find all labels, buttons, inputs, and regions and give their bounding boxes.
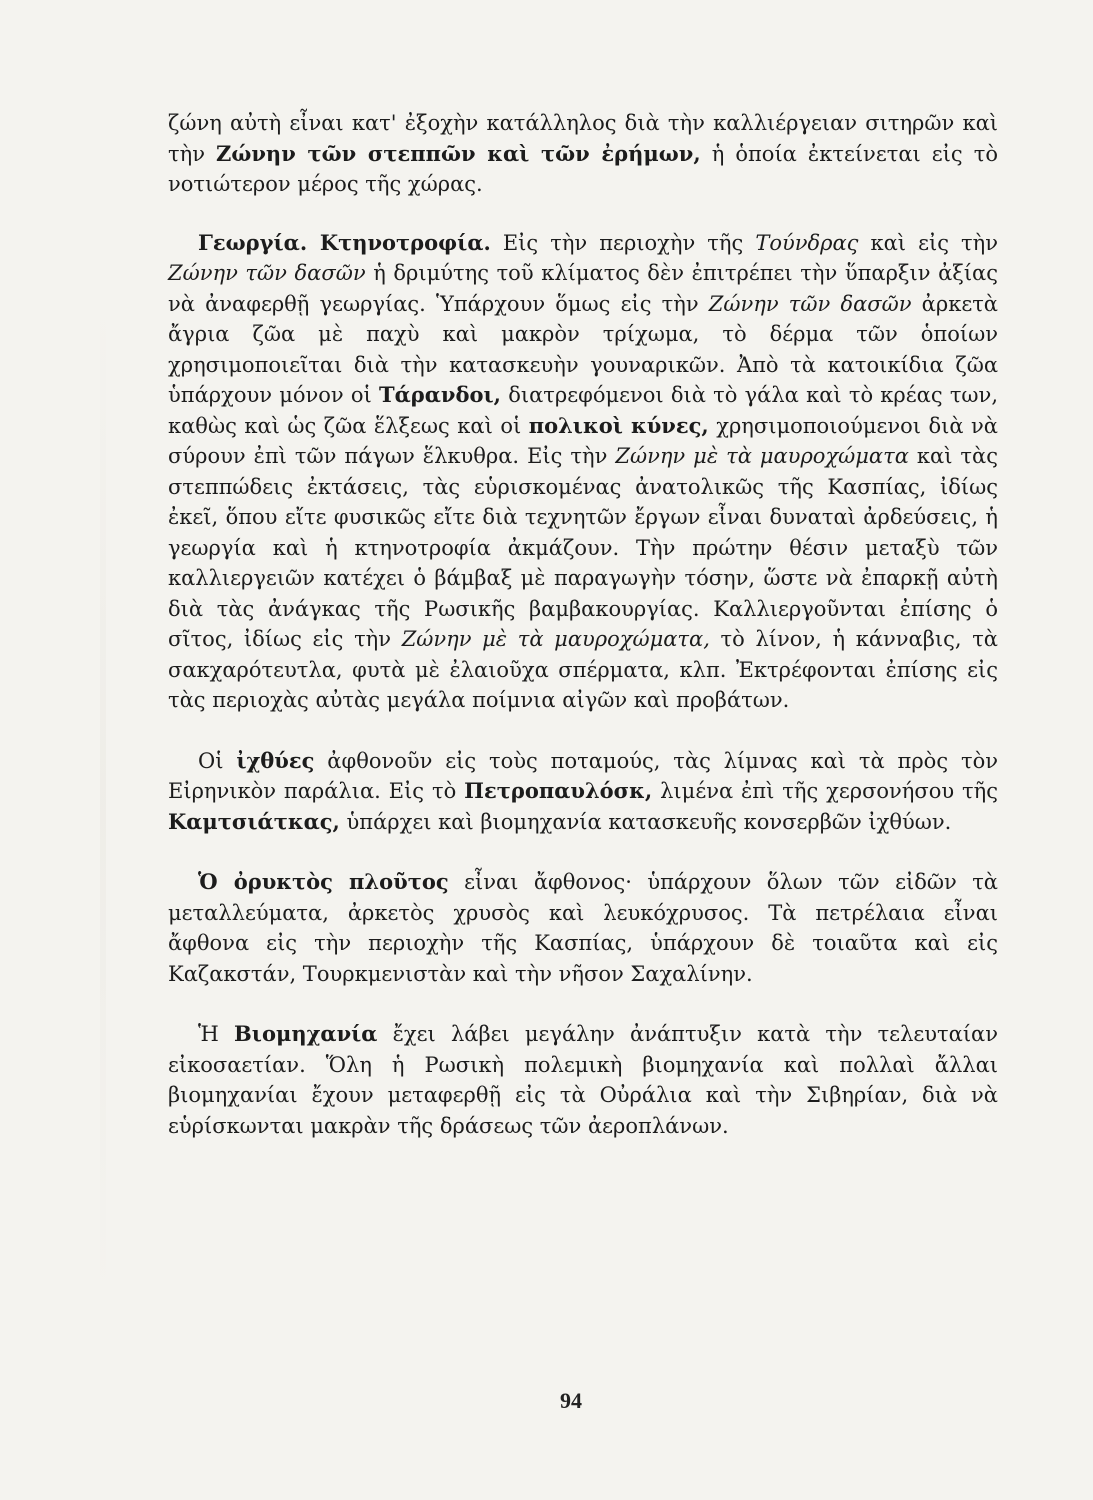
term-fish: ἰχθύες — [236, 747, 315, 773]
term-kamchatka: Καμτσιάτκας, — [168, 808, 340, 834]
body-text — [168, 108, 998, 1141]
term-mineral-wealth: Ὁ ὀρυκτὸς πλοῦτος — [198, 869, 449, 894]
term-polar-dogs: πολικοὶ κύνες, — [528, 412, 709, 438]
term-petropavlovsk: Πετροπαυλόσκ, — [464, 778, 653, 803]
paragraph-agriculture: Γεωργία. Κτηνοτροφία. Εἰς τὴν περιοχὴν τῆς Τούνδρας καὶ εἰς τὴν Ζώνην τῶν δασῶν ἡ δριμύτης τοῦ κλίματος δὲν ἐπιτρέπει τὴν ὕπαρξιν ἀξίας νὰ ἀναφερθῇ γεωργίας. Ὑπάρχουν ὅμως εἰς τὴν Ζώνην τῶν δασῶν ἀρκετὰ ἄγρια ζῶα μὲ παχὺ καὶ μακρὸν τρίχωμα, τὸ δέρμα τῶν ὁποίων χρησιμοποιεῖται διὰ τὴν κατασκευὴν γουναρικῶν. Ἀπὸ τὰ κατοικίδια ζῶα ὑπάρχουν μόνον οἱ Τάρανδοι, διατρεφόμενοι διὰ τὸ γάλα καὶ τὸ κρέας των, καθὼς καὶ ὡς ζῶα ἕλξεως καὶ οἱ πολικοὶ κύνες, χρησιμοποιούμενοι διὰ νὰ σύρουν ἐπὶ τῶν πάγων ἕλκυθρα. Εἰς τὴν Ζώνην μὲ τὰ μαυροχώματα καὶ τὰς στεππώδεις ἐκτάσεις, τὰς εὑρισκομένας ἀνατολικῶς τῆς Κασπίας, ἰδίως ἐκεῖ, ὅπου εἴτε φυσικῶς εἴτε διὰ τεχνητῶν ἔργων εἶναι δυναταὶ ἀρδεύσεις, ἡ γεωργία καὶ ἡ κτηνοτροφία ἀκμάζουν. Τὴν πρώτην θέσιν μεταξὺ τῶν καλλιεργειῶν κατέχει ὁ βάμβαξ μὲ παραγωγὴν τόσην, ὥστε νὰ ἐπαρκῇ αὐτὴ διὰ τὰς ἀνάγκας τῆς Ρωσικῆς βαμβακουργίας. Καλλιεργοῦνται ἐπίσης ὁ σῖτος, ἰδίως εἰς τὴν Ζώνην μὲ τὰ μαυροχώματα, τὸ λίνον, ἡ κάνναβις, τὰ σακχαρότευτλα, φυτὰ μὲ ἐλαιοῦχα σπέρματα, κλπ. Ἐκτρέφονται ἐπίσης εἰς τὰς περιοχὰς αὐτὰς μεγάλα ποίμνια αἰγῶν καὶ προβάτων. — [168, 229, 999, 712]
term-reindeer: Τάρανδοι, — [379, 382, 501, 407]
paragraph-industry: Ἡ Βιομηχανία ἔχει λάβει μεγάλην ἀνάπτυξιν κατὰ τὴν τελευταίαν εἰκοσαετίαν. Ὅλη ἡ Ρωσικὴ πολεμικὴ βιομηχανία καὶ πολλαὶ ἄλλαι βιομηχανίαι ἔχουν μεταφερθῇ εἰς τὰ Οὐράλια καὶ τὴν Σιβηρίαν, διὰ νὰ εὑρίσκωνται μακρὰν τῆς δράσεως τῶν ἀεροπλάνων. — [168, 1021, 998, 1138]
heading-agriculture: Γεωργία. Κτηνοτροφία. — [198, 229, 491, 255]
paragraph-minerals: Ὁ ὀρυκτὸς πλοῦτος εἶναι ἄφθονος· ὑπάρχουν ὅλων τῶν εἰδῶν τὰ μεταλλεύματα, ἀρκετὸς χρυσὸς καὶ λευκόχρυσος. Τὰ πετρέλαια εἶναι ἄφθονα εἰς τὴν περιοχὴν τῆς Κασπίας, ὑπάρχουν δὲ τοιαῦτα καὶ εἰς Καζακστάν, Τουρκμενιστὰν καὶ τὴν νῆσον Σαχαλίνην. — [168, 869, 998, 986]
paragraph-fish: Οἱ ἰχθύες ἀφθονοῦν εἰς τοὺς ποταμούς, τὰς λίμνας καὶ τὰ πρὸς τὸν Εἰρηνικὸν παράλια. Εἰς τὸ Πετροπαυλόσκ, λιμένα ἐπὶ τῆς χερσονήσου τῆς Καμτσιάτκας, ὑπάρχει καὶ βιομηχανία κατασκευῆς κονσερβῶν ἰχθύων. — [168, 747, 998, 834]
term-steppe-desert-zone: Ζώνην τῶν στεππῶν καὶ τῶν ἐρήμων, — [216, 140, 701, 166]
paper-shadow — [100, 300, 106, 1300]
paragraph-steppe-zone: ζώνη αὐτὴ εἶναι κατ' ἐξοχὴν κατάλληλος διὰ τὴν καλλιέργειαν σιτηρῶν καὶ τὴν Ζώνην τῶν στεππῶν καὶ τῶν ἐρήμων, ἡ ὁποία ἐκτείνεται εἰς τὸ νοτιώτερον μέρος τῆς χώρας. — [168, 111, 998, 196]
page-number: 94 — [560, 1388, 582, 1413]
term-industry: Βιομηχανία — [234, 1021, 378, 1046]
